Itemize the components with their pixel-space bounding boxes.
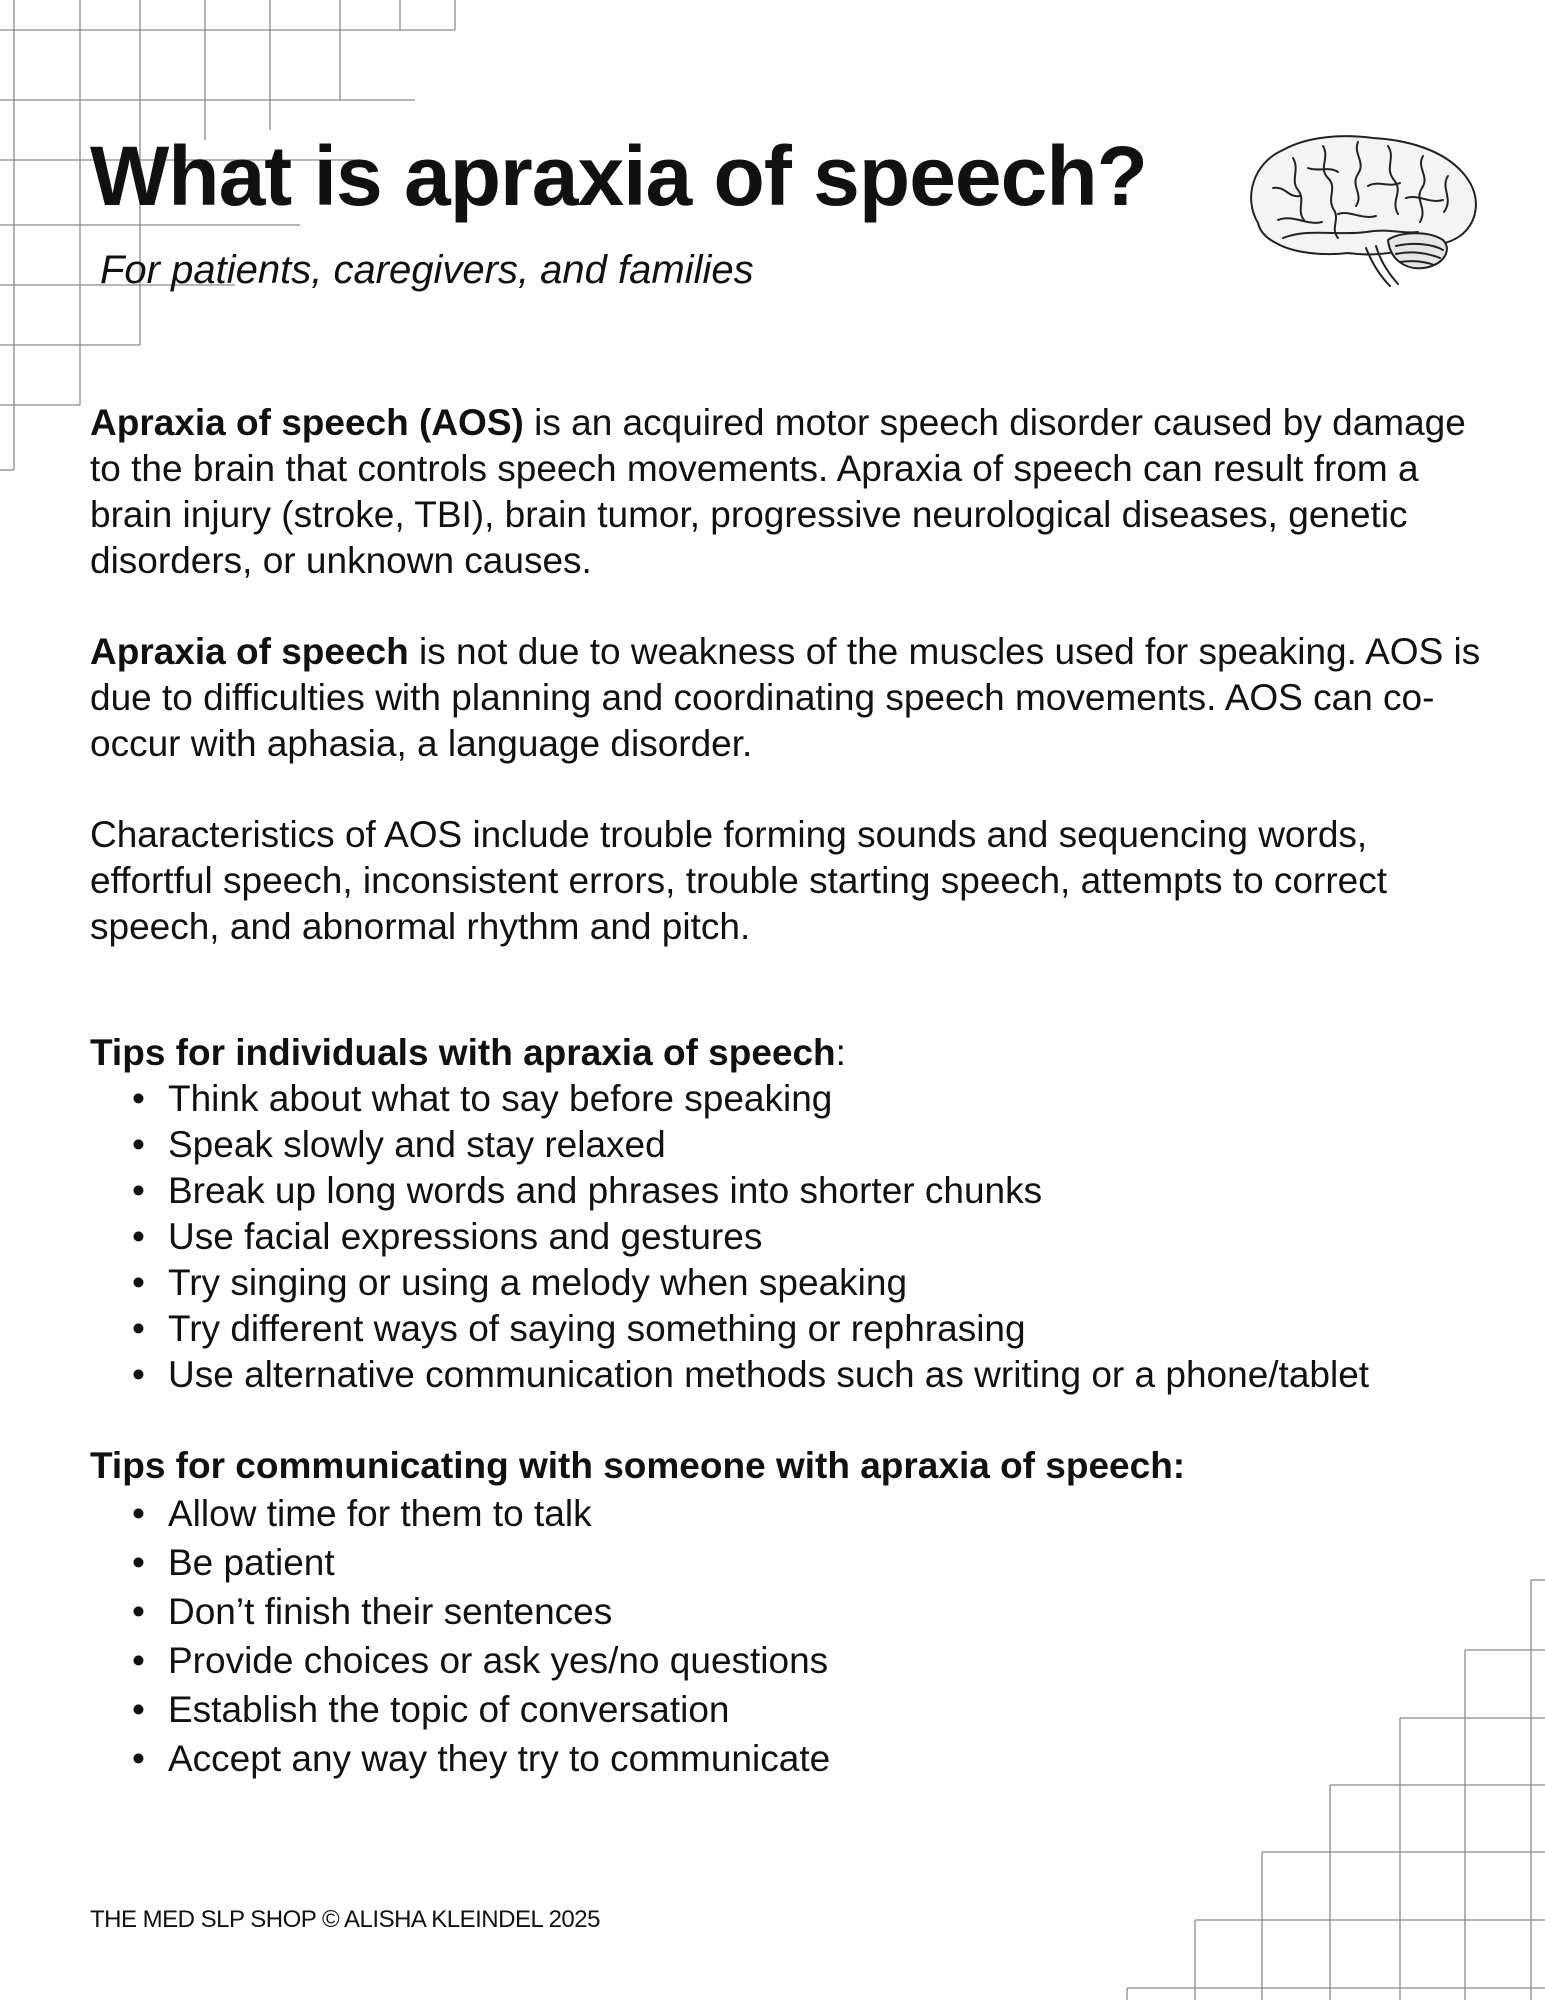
paragraph-cause bbox=[90, 629, 1490, 767]
page-subtitle: For patients, caregivers, and families bbox=[100, 248, 754, 292]
paragraph-text: Characteristics of AOS include trouble forming sounds and sequencing words, effortful speech, inconsistent errors, trouble starting speech, attempts to correct speech, and abnormal rhythm and pitch. bbox=[90, 814, 1388, 947]
paragraph-text: is not due to weakness of the muscles used for speaking. AOS is due to difficulties with planning and coordinating speech movements. AOS can co-occur with aphasia, a language disorder. bbox=[90, 631, 1481, 764]
list-item: • Use alternative communication methods such as writing or a phone/tablet bbox=[168, 1352, 1388, 1398]
heading-colon: : bbox=[835, 1032, 846, 1073]
list-item: • Accept any way they try to communicate bbox=[168, 1734, 1490, 1783]
list-item: • Establish the topic of conversation bbox=[168, 1685, 1490, 1734]
paragraph-definition bbox=[90, 400, 1490, 584]
list-item: • Break up long words and phrases into shorter chunks bbox=[168, 1168, 1490, 1214]
heading-text: Tips for individuals with apraxia of speech bbox=[90, 1032, 836, 1073]
list-item: • Provide choices or ask yes/no questions bbox=[168, 1636, 1490, 1685]
list-item: • Try different ways of saying something or rephrasing bbox=[168, 1306, 1490, 1352]
paragraph-text: is an acquired motor speech disorder caused by damage to the brain that controls speech movements. Apraxia of speech can result from a brain injury (stroke, TBI), brain tumor, progressive neurological diseases, genetic disorders, or unknown causes. bbox=[90, 402, 1466, 581]
list-item: • Speak slowly and stay relaxed bbox=[168, 1122, 1490, 1168]
list-item: • Be patient bbox=[168, 1538, 1490, 1587]
tips-communicating-list bbox=[90, 1489, 1490, 1783]
list-item: • Don’t finish their sentences bbox=[168, 1587, 1490, 1636]
term-aos: Apraxia of speech (AOS) bbox=[90, 402, 524, 443]
main-content bbox=[90, 400, 1490, 1828]
tips-communicating-heading: Tips for communicating with someone with apraxia of speech: bbox=[90, 1445, 1186, 1486]
paragraph-characteristics bbox=[90, 812, 1490, 950]
tips-individuals-heading bbox=[90, 1030, 1490, 1076]
list-item: • Allow time for them to talk bbox=[168, 1489, 1490, 1538]
brain-icon bbox=[1238, 128, 1488, 288]
list-item: • Try singing or using a melody when speaking bbox=[168, 1260, 1490, 1306]
page-title: What is apraxia of speech? bbox=[90, 129, 1147, 223]
list-item: • Think about what to say before speaking bbox=[168, 1076, 1490, 1122]
list-item: • Use facial expressions and gestures bbox=[168, 1214, 1490, 1260]
footer-copyright: THE MED SLP SHOP © ALISHA KLEINDEL 2025 bbox=[90, 1906, 600, 1933]
tips-individuals-list bbox=[90, 1076, 1490, 1398]
term-apraxia: Apraxia of speech bbox=[90, 631, 409, 672]
